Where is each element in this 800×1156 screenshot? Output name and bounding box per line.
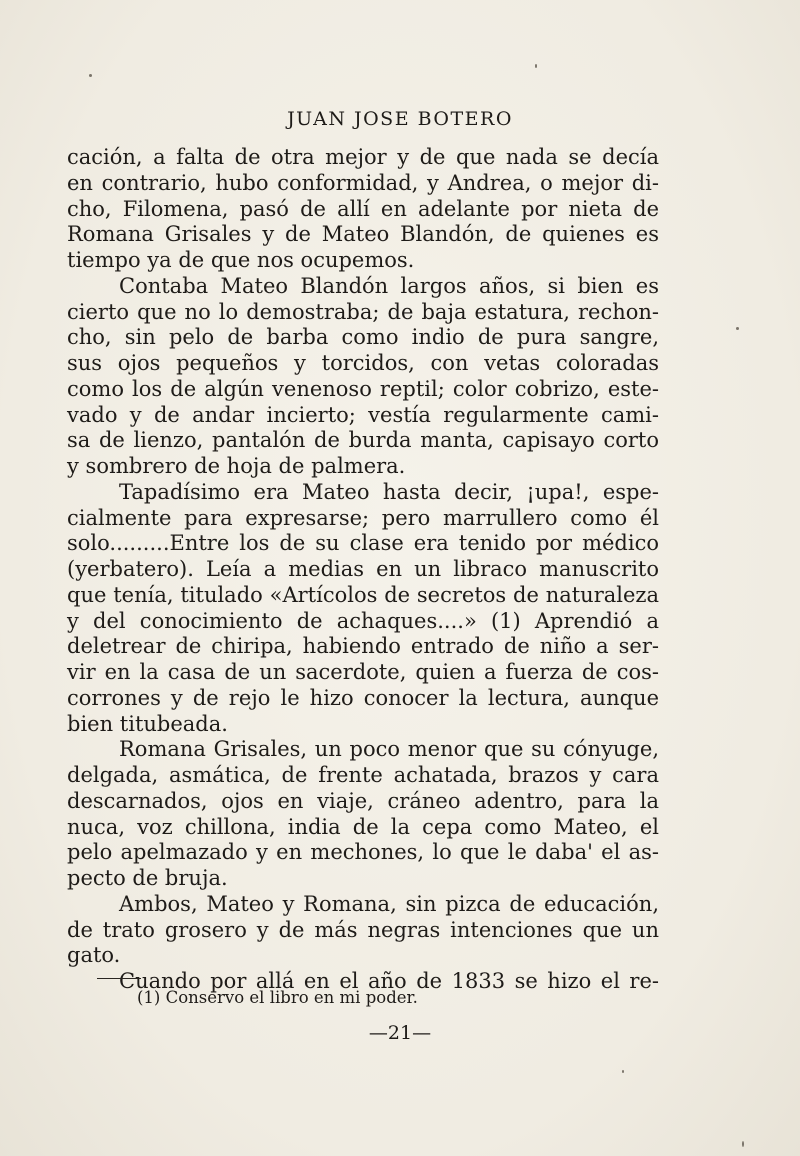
text-line: (yerbatero). Leía a medias en un libraco manuscrito	[67, 557, 659, 581]
text-line: como los de algún venenoso reptil; color cobrizo, este-	[67, 376, 659, 401]
text-line: Romana Grisales, un poco menor que su cónyuge,	[119, 737, 659, 762]
text-line: tiempo ya de que nos ocupemos.	[67, 248, 415, 272]
text-line: y del conocimiento de achaques....» (1) Aprendió a	[67, 608, 659, 633]
body-text	[67, 145, 659, 995]
text-line: cación, a falta de otra mejor y de que nada se decía	[67, 145, 659, 169]
text-line: cho, sin pelo de barba como indio de pura sangre,	[67, 325, 659, 350]
text-line: que tenía, titulado «Artícolos de secretos de naturaleza	[67, 582, 659, 607]
text-line: solo.........Entre los de su clase era tenido por médico	[67, 531, 659, 556]
text-line: Ambos, Mateo y Romana, sin pizca de educación,	[119, 891, 659, 916]
text-line: cierto que no lo demostraba; de baja estatura, rechon-	[67, 299, 659, 324]
paragraph	[67, 892, 659, 969]
page-number: —21—	[368, 1022, 432, 1044]
paragraph	[67, 274, 659, 480]
text-line: bien titubeada.	[67, 711, 228, 736]
footnote: (1) Conservo el libro en mi poder.	[137, 988, 418, 1007]
scan-speck	[89, 74, 92, 77]
text-line: vado y de andar incierto; vestía regularmente cami-	[67, 402, 659, 427]
footnote-rule	[97, 978, 141, 979]
text-line: pecto de bruja.	[67, 866, 228, 890]
text-line: Cuando por allá en el año de 1833 se hizo el re-	[119, 969, 659, 993]
text-line: corrones y de rejo le hizo conocer la lectura, aunque	[67, 685, 659, 710]
paragraph	[67, 145, 659, 274]
text-line: Contaba Mateo Blandón largos años, si bien es	[119, 273, 659, 298]
paragraph	[67, 480, 659, 738]
scan-speck	[622, 1070, 624, 1073]
running-header: JUAN JOSE BOTERO	[287, 108, 513, 130]
text-line: pelo apelmazado y en mechones, lo que le daba' el as-	[67, 840, 659, 865]
scan-speck	[736, 327, 739, 330]
text-line: Tapadísimo era Mateo hasta decir, ¡upa!, espe-	[119, 479, 659, 504]
text-line: cialmente para expresarse; pero marrullero como él	[67, 505, 659, 530]
text-line: sa de lienzo, pantalón de burda manta, capisayo corto	[67, 428, 659, 453]
text-line: vir en la casa de un sacerdote, quien a fuerza de cos-	[67, 660, 659, 684]
text-line: cho, Filomena, pasó de allí en adelante por nieta de	[67, 196, 659, 221]
text-line: de trato grosero y de más negras intenciones que un	[67, 917, 659, 942]
scan-speck	[535, 64, 537, 68]
text-line: deletrear de chiripa, habiendo entrado de niño a ser-	[67, 634, 659, 659]
text-line: sus ojos pequeños y torcidos, con vetas coloradas	[67, 351, 659, 375]
text-line: y sombrero de hoja de palmera.	[67, 454, 406, 478]
scan-speck	[742, 1141, 744, 1147]
text-line: nuca, voz chillona, india de la cepa como Mateo, el	[67, 814, 659, 839]
text-line: Romana Grisales y de Mateo Blandón, de quienes es	[67, 222, 659, 247]
text-line: en contrario, hubo conformidad, y Andrea, o mejor di-	[67, 170, 659, 195]
text-line: gato.	[67, 943, 121, 968]
text-line: delgada, asmática, de frente achatada, brazos y cara	[67, 763, 659, 787]
paragraph	[67, 737, 659, 892]
text-line: descarnados, ojos en viaje, cráneo adentro, para la	[67, 788, 659, 813]
